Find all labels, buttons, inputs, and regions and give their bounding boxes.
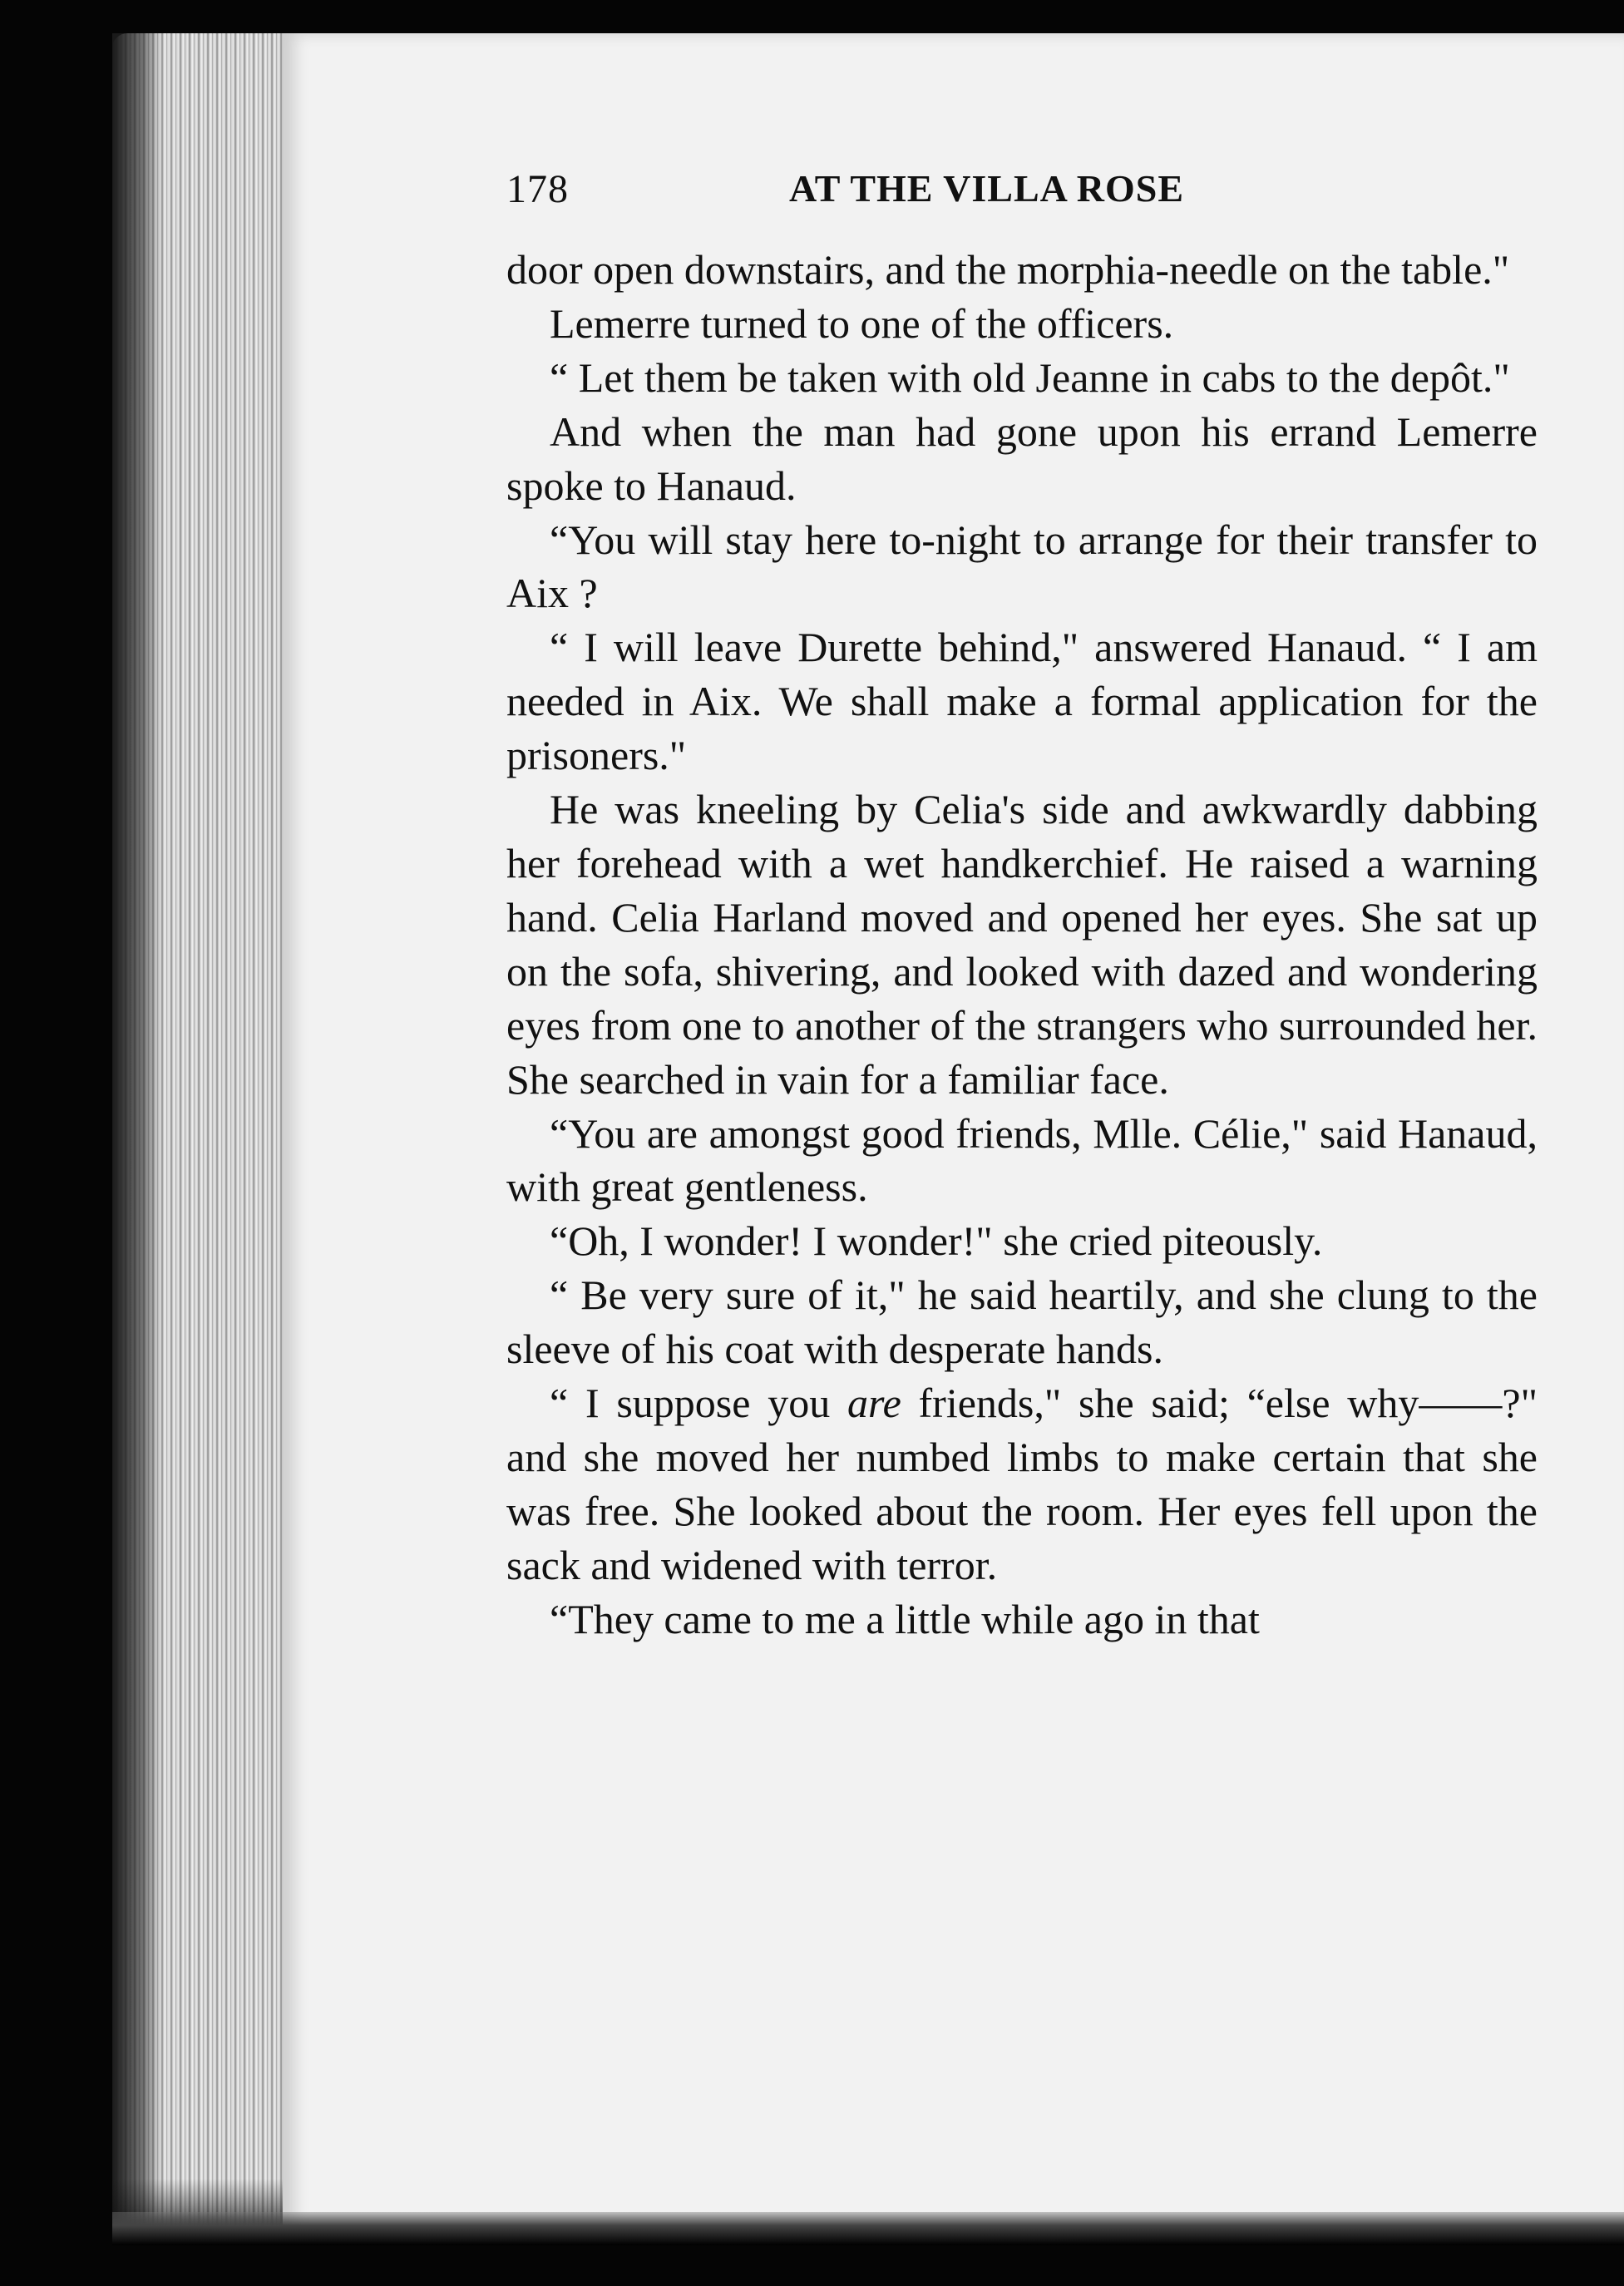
- italic-emphasis: are: [847, 1380, 901, 1427]
- paragraph-text: friends," she said; “else why——?" and she moved her numbed limbs to make certain that she was free. She looked about the room. Her eyes fell upon the sack and widened with terror.: [506, 1380, 1538, 1588]
- page-number: 178: [506, 167, 569, 211]
- paragraph: “ I will leave Durette behind," answered Hanaud. “ I am needed in Aix. We shall make a formal application for the prisoners.": [506, 624, 1538, 779]
- paragraph: “ Let them be taken with old Jeanne in cabs to the depôt.": [550, 353, 1510, 401]
- paragraph: And when the man had gone upon his errand Lemerre spoke to Hanaud.: [506, 407, 1538, 509]
- paragraph-text: “ I suppose you: [550, 1380, 847, 1427]
- paragraph: “They came to me a little while ago in that: [550, 1595, 1260, 1642]
- paragraph: “You will stay here to-night to arrange for their transfer to Aix ?: [506, 516, 1538, 617]
- page-bottom-shadow: [112, 2212, 1624, 2245]
- paragraph: “Oh, I wonder! I wonder!" she cried piteously.: [550, 1217, 1323, 1265]
- paragraph: “You are amongst good friends, Mlle. Célie," said Hanaud, with great gentleness.: [506, 1109, 1538, 1211]
- paragraph: door open downstairs, and the morphia-needle on the table.": [506, 246, 1510, 293]
- paragraph: He was kneeling by Celia's side and awkwardly dabbing her forehead with a wet handkerchief. He raised a warning hand. Celia Harland moved and opened her eyes. She sat up on the sofa, shivering, and looked with dazed and wondering eyes from one to another of the strangers who surrounded her. She searched in vain for a familiar face.: [506, 786, 1538, 1103]
- page-edges: [112, 33, 283, 2245]
- paragraph: Lemerre turned to one of the officers.: [550, 299, 1174, 347]
- paragraph: “ Be very sure of it," he said heartily, and she clung to the sleeve of his coat with desperate hands.: [506, 1271, 1538, 1373]
- body-text: [506, 243, 1538, 1647]
- paragraph: [506, 1376, 1538, 1592]
- running-title: AT THE VILLA ROSE: [789, 167, 1185, 210]
- running-head: [506, 166, 1538, 225]
